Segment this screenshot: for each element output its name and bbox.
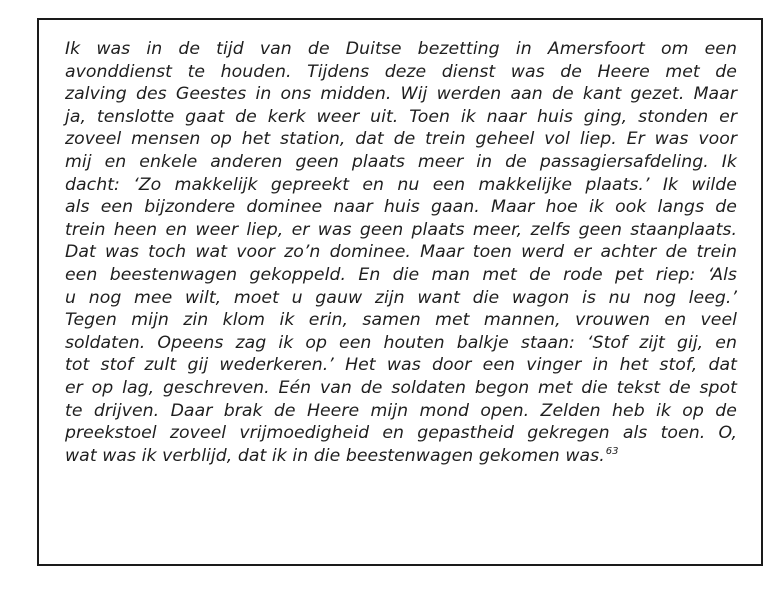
quote-box [37,18,763,566]
text-line: Ik was in de tijd van de Duitse bezetting in Amersfoort om een [65,39,737,59]
text-line: avonddienst te houden. Tijdens deze dienst was de Heere met de [65,61,737,82]
text-line: Dat was toch wat voor zo’n dominee. Maar toen werd er achter de trein [65,242,737,263]
text-line: te drijven. Daar brak de Heere mijn mond open. Zelden heb ik op de [65,400,737,421]
text-line: preekstoel zoveel vrijmoedigheid en gepastheid gekregen als toen. O, [65,423,737,444]
text-line: Tegen mijn zin klom ik erin, samen met mannen, vrouwen en veel [65,310,737,331]
footnote-marker: 63 [605,445,619,457]
text-line: zoveel mensen op het station, dat de trein geheel vol liep. Er was voor [65,129,737,150]
text-line: als een bijzondere dominee naar huis gaan. Maar hoe ik ook langs de [65,197,737,218]
text-line: er op lag, geschreven. Eén van de soldaten begon met die tekst de spot [65,377,737,398]
text-line: ja, tenslotte gaat de kerk weer uit. Toen ik naar huis ging, stonden er [65,106,737,127]
text-line: mij en enkele anderen geen plaats meer in de passagiersafdeling. Ik [65,151,737,172]
text-line: zalving des Geestes in ons midden. Wij werden aan de kant gezet. Maar [65,84,737,105]
text-line: trein heen en weer liep, er was geen plaats meer, zelfs geen staanplaats. [65,219,737,240]
text-line: dacht: ‘Zo makkelijk gepreekt en nu een makkelijke plaats.’ Ik wilde [65,174,737,195]
last-text-line [65,445,737,468]
text-line: tot stof zult gij wederkeren.’ Het was door een vinger in het stof, dat [65,355,737,376]
quote-text [65,38,737,467]
last-line-text: wat was ik verblijd, dat ik in die beestenwagen gekomen was. [65,445,605,466]
text-line: soldaten. Opeens zag ik op een houten balkje staan: ‘Stof zijt gij, en [65,332,737,353]
text-line: u nog mee wilt, moet u gauw zijn want die wagon is nu nog leeg.’ [65,287,737,308]
text-line: een beestenwagen gekoppeld. En die man met de rode pet riep: ‘Als [65,264,737,285]
